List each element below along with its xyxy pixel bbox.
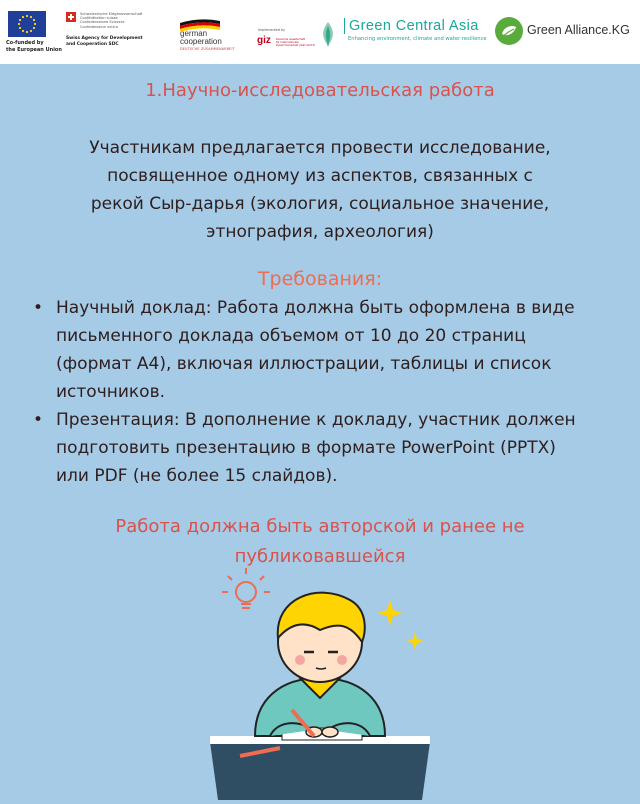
giz-logo-text: giz — [257, 35, 271, 46]
green-alliance-text: Green Alliance.KG — [527, 23, 630, 37]
requirements-title: Требования: — [257, 268, 383, 290]
swiss-line: Confederaziun svizra — [80, 24, 118, 29]
green-central-asia-title: Green Central Asia — [344, 18, 479, 34]
green-alliance-icon — [495, 17, 523, 45]
lightbulb-icon — [222, 568, 270, 608]
giz-name-line: Deutsche Gesellschaft — [276, 38, 305, 41]
section-title: 1.Научно-исследовательская работа — [145, 80, 495, 101]
intro-line: посвященное одному из аспектов, связанных с — [107, 166, 533, 186]
eu-caption-line1: Co-funded by — [6, 40, 44, 46]
green-central-asia-subtitle: Enhancing environment, climate and water resilience — [348, 36, 487, 42]
requirement-line: • Научный доклад: Работа должна быть оформлена в виде — [56, 298, 575, 318]
green-central-asia-icon — [318, 20, 338, 48]
swiss-line: Confédération suisse — [80, 16, 118, 21]
requirement-line: или PDF (не более 15 слайдов). — [56, 466, 338, 486]
sparkle-icon — [377, 600, 403, 626]
intro-paragraph — [50, 134, 590, 246]
header-logo-bar — [0, 0, 640, 64]
closing-line: Работа должна быть авторской и ранее не — [115, 516, 525, 537]
swiss-agency-line2: and Cooperation SDC — [66, 42, 119, 47]
requirement-presentation — [30, 406, 622, 490]
requirement-line: (формат А4), включая иллюстрации, таблицы и список — [56, 354, 552, 374]
giz-implemented-by: Implemented by — [258, 28, 286, 32]
german-flag-bars-logo — [180, 16, 220, 25]
requirement-line: подготовить презентацию в формате PowerPoint (PPTX) — [56, 438, 556, 458]
sparkle-icon — [406, 632, 424, 650]
giz-full-name — [276, 38, 315, 47]
eu-caption-line2: the European Union — [6, 47, 62, 53]
giz-name-line: für Internationale — [276, 41, 299, 44]
german-cooperation-line1: german — [180, 29, 208, 38]
intro-line: рекой Сыр-дарья (экология, социальное значение, — [90, 194, 550, 214]
swiss-confederation-text — [80, 12, 142, 29]
giz-name-line: Zusammenarbeit (GIZ) GmbH — [276, 44, 315, 47]
requirements-list — [30, 294, 622, 490]
requirement-line: письменного доклада объемом от 10 до 20 страниц — [56, 326, 526, 346]
swiss-agency-line1: Swiss Agency for Development — [66, 36, 143, 41]
german-cooperation-line2: cooperation — [180, 37, 222, 46]
eu-flag-logo — [8, 11, 46, 37]
student-illustration — [200, 560, 440, 804]
german-cooperation-sub: DEUTSCHE ZUSAMMENARBEIT — [180, 47, 235, 51]
swiss-line: Confederazione Svizzera — [80, 20, 125, 25]
requirement-report — [30, 294, 622, 406]
closing-line: публиковавшейся — [234, 546, 406, 567]
intro-line: этнография, археология) — [206, 222, 434, 242]
swiss-line: Schweizerische Eidgenossenschaft — [80, 12, 143, 16]
swiss-flag-logo — [66, 12, 76, 22]
requirement-line: источников. — [56, 382, 165, 402]
intro-line: Участникам предлагается провести исследование, — [89, 138, 551, 158]
requirement-line: • Презентация: В дополнение к докладу, участник должен — [56, 410, 576, 430]
